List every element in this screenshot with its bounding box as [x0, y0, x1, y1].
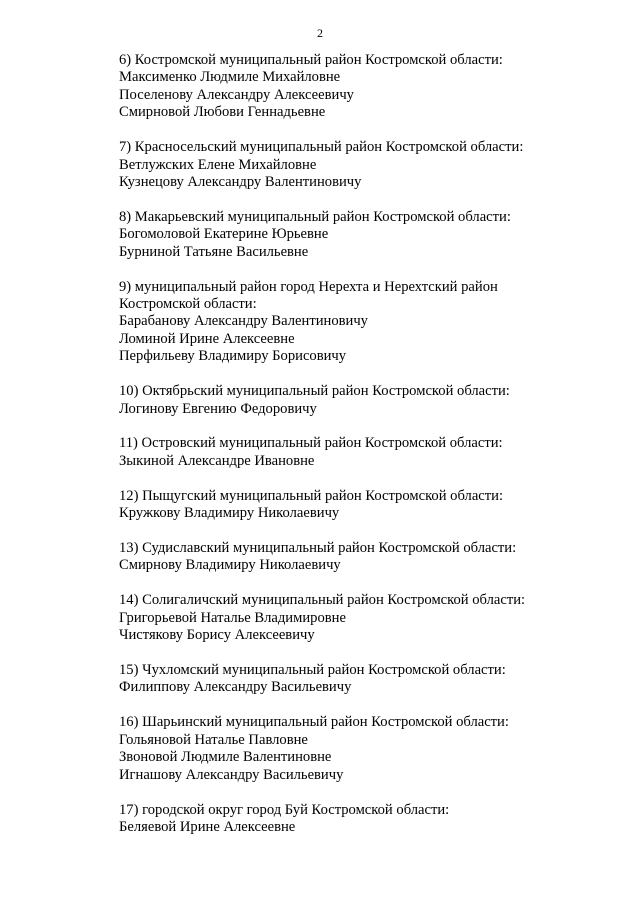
district-section [119, 139, 589, 191]
district-heading: 14) Солигаличский муниципальный район Костромской области: [119, 592, 526, 609]
district-section [119, 383, 589, 418]
district-heading: 9) муниципальный район город Нерехта и Нерехтский район [119, 278, 498, 295]
district-section [119, 802, 589, 837]
district-heading: 11) Островский муниципальный район Костромской области: [119, 435, 503, 452]
district-section [119, 714, 589, 784]
person-name: Богомоловой Екатерине Юрьевне [119, 226, 329, 243]
person-name: Чистякову Борису Алексеевичу [119, 627, 315, 644]
person-name: Игнашову Александру Васильевичу [119, 766, 344, 783]
district-heading: 10) Октябрьский муниципальный район Костромской области: [119, 383, 510, 400]
district-heading: 15) Чухломский муниципальный район Костромской области: [119, 662, 506, 679]
person-name: Поселенову Александру Алексеевичу [119, 86, 354, 103]
district-heading: 13) Судиславский муниципальный район Костромской области: [119, 540, 517, 557]
district-heading: 7) Красносельский муниципальный район Костромской области: [119, 139, 524, 156]
district-heading: Костромской области: [119, 295, 257, 312]
district-section [119, 435, 589, 470]
district-section [119, 662, 589, 697]
person-name: Григорьевой Наталье Владимировне [119, 609, 346, 626]
person-name: Бурниной Татьяне Васильевне [119, 243, 309, 260]
person-name: Ветлужских Елене Михайловне [119, 156, 317, 173]
district-heading: 8) Макарьевский муниципальный район Костромской области: [119, 208, 511, 225]
district-section [119, 279, 589, 366]
district-section [119, 488, 589, 523]
person-name: Звоновой Людмиле Валентиновне [119, 749, 332, 766]
district-section [119, 592, 589, 644]
district-section [119, 52, 589, 122]
person-name: Филиппову Александру Васильевичу [119, 679, 352, 696]
person-name: Кружкову Владимиру Николаевичу [119, 505, 340, 522]
person-name: Смирновой Любови Геннадьевне [119, 104, 326, 121]
person-name: Смирнову Владимиру Николаевичу [119, 557, 341, 574]
person-name: Гольяновой Наталье Павловне [119, 731, 308, 748]
district-heading: 17) городской округ город Буй Костромской области: [119, 801, 450, 818]
district-section [119, 209, 589, 261]
document-body [119, 52, 589, 854]
page-number: 2 [317, 26, 323, 40]
person-name: Зыкиной Александре Ивановне [119, 452, 315, 469]
person-name: Кузнецову Александру Валентиновичу [119, 173, 362, 190]
district-heading: 6) Костромской муниципальный район Костромской области: [119, 52, 503, 68]
district-heading: 12) Пыщугский муниципальный район Костромской области: [119, 487, 504, 504]
person-name: Барабанову Александру Валентиновичу [119, 313, 368, 330]
person-name: Беляевой Ирине Алексеевне [119, 818, 296, 835]
person-name: Перфильеву Владимиру Борисовичу [119, 348, 347, 365]
district-section [119, 540, 589, 575]
district-heading: 16) Шарьинский муниципальный район Костромской области: [119, 714, 509, 731]
person-name: Логинову Евгению Федоровичу [119, 400, 317, 417]
person-name: Ломиной Ирине Алексеевне [119, 330, 295, 347]
person-name: Максименко Людмиле Михайловне [119, 69, 341, 86]
